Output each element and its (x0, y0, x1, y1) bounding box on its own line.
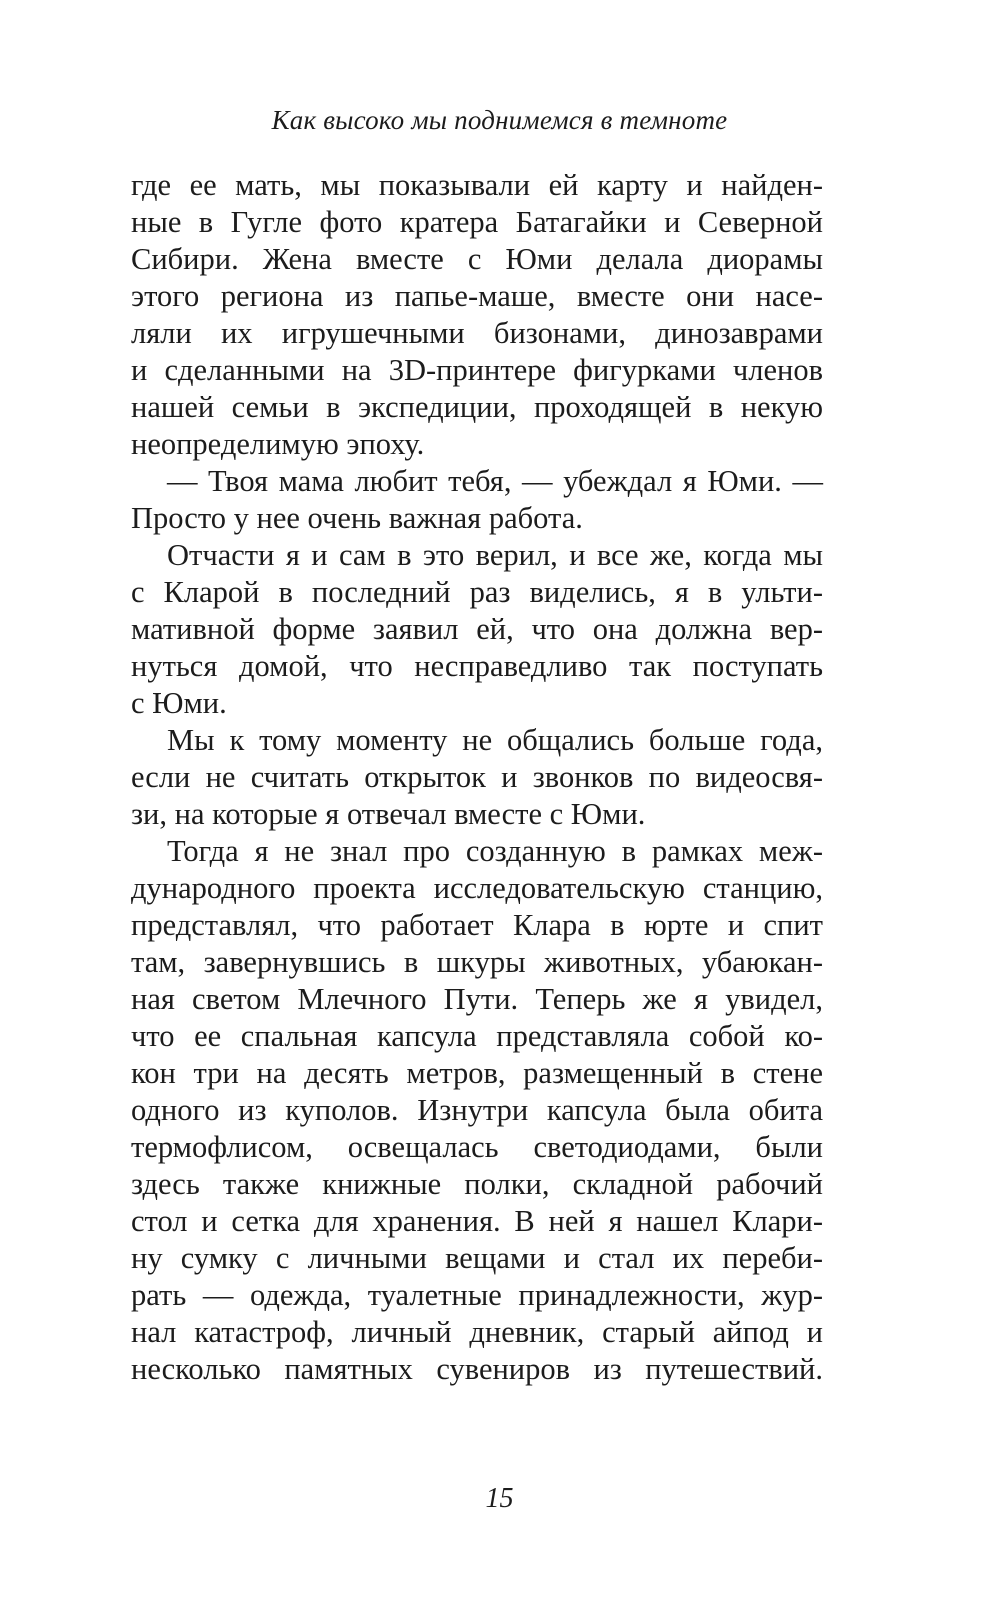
text-line: мативной форме заявил ей, что она должна вер- (131, 612, 823, 646)
text-line: нал катастроф, личный дневник, старый айпод и (131, 1315, 823, 1349)
text-line: — Твоя мама любит тебя, — убеждал я Юми. — (167, 464, 823, 498)
text-line: где ее мать, мы показывали ей карту и найден- (131, 168, 823, 202)
text-line: Отчасти я и сам в это верил, и все же, когда мы (167, 538, 823, 572)
text-line: рать — одежда, туалетные принадлежности, жур- (131, 1278, 823, 1312)
page-number: 15 (485, 1483, 514, 1514)
text-line: ная светом Млечного Пути. Теперь же я увидел, (131, 982, 823, 1016)
text-line: неопределимую эпоху. (131, 427, 425, 461)
text-line: нашей семьи в экспедиции, проходящей в некую (131, 390, 823, 424)
text-line: ляли их игрушечными бизонами, динозаврами (131, 316, 823, 350)
text-line: этого региона из папье-маше, вместе они насе- (131, 279, 823, 313)
text-line: несколько памятных сувениров из путешествий. (131, 1352, 823, 1386)
text-line: с Юми. (131, 686, 227, 720)
text-line: ные в Гугле фото кратера Батагайки и Северной (131, 205, 823, 239)
text-line: и сделанными на 3D-принтере фигурками членов (131, 353, 823, 387)
text-line: что ее спальная капсула представляла собой ко- (131, 1019, 823, 1053)
text-line: одного из куполов. Изнутри капсула была обита (131, 1093, 823, 1127)
text-line: ну сумку с личными вещами и стал их переби- (131, 1241, 823, 1275)
text-line: термофлисом, освещалась светодиодами, были (131, 1130, 823, 1164)
text-line: Тогда я не знал про созданную в рамках меж- (167, 834, 823, 868)
text-line: кон три на десять метров, размещенный в стене (131, 1056, 823, 1090)
text-line: Просто у нее очень важная работа. (131, 501, 583, 535)
running-head: Как высоко мы поднимемся в темноте (271, 105, 728, 135)
text-line: если не считать открыток и звонков по видеосвя- (131, 760, 823, 794)
text-line: здесь также книжные полки, складной рабочий (131, 1167, 823, 1201)
text-line: там, завернувшись в шкуры животных, убаюкан- (131, 945, 823, 979)
text-line: дународного проекта исследовательскую станцию, (131, 871, 823, 905)
text-line: Мы к тому моменту не общались больше года, (167, 723, 823, 757)
text-line: стол и сетка для хранения. В ней я нашел Клари- (131, 1204, 823, 1238)
text-line: зи, на которые я отвечал вместе с Юми. (131, 797, 646, 831)
text-line: с Кларой в последний раз виделись, я в ульти- (131, 575, 823, 609)
text-line: представлял, что работает Клара в юрте и спит (131, 908, 823, 942)
text-line: нуться домой, что несправедливо так поступать (131, 649, 823, 683)
text-line: Сибири. Жена вместе с Юми делала диорамы (131, 242, 823, 276)
